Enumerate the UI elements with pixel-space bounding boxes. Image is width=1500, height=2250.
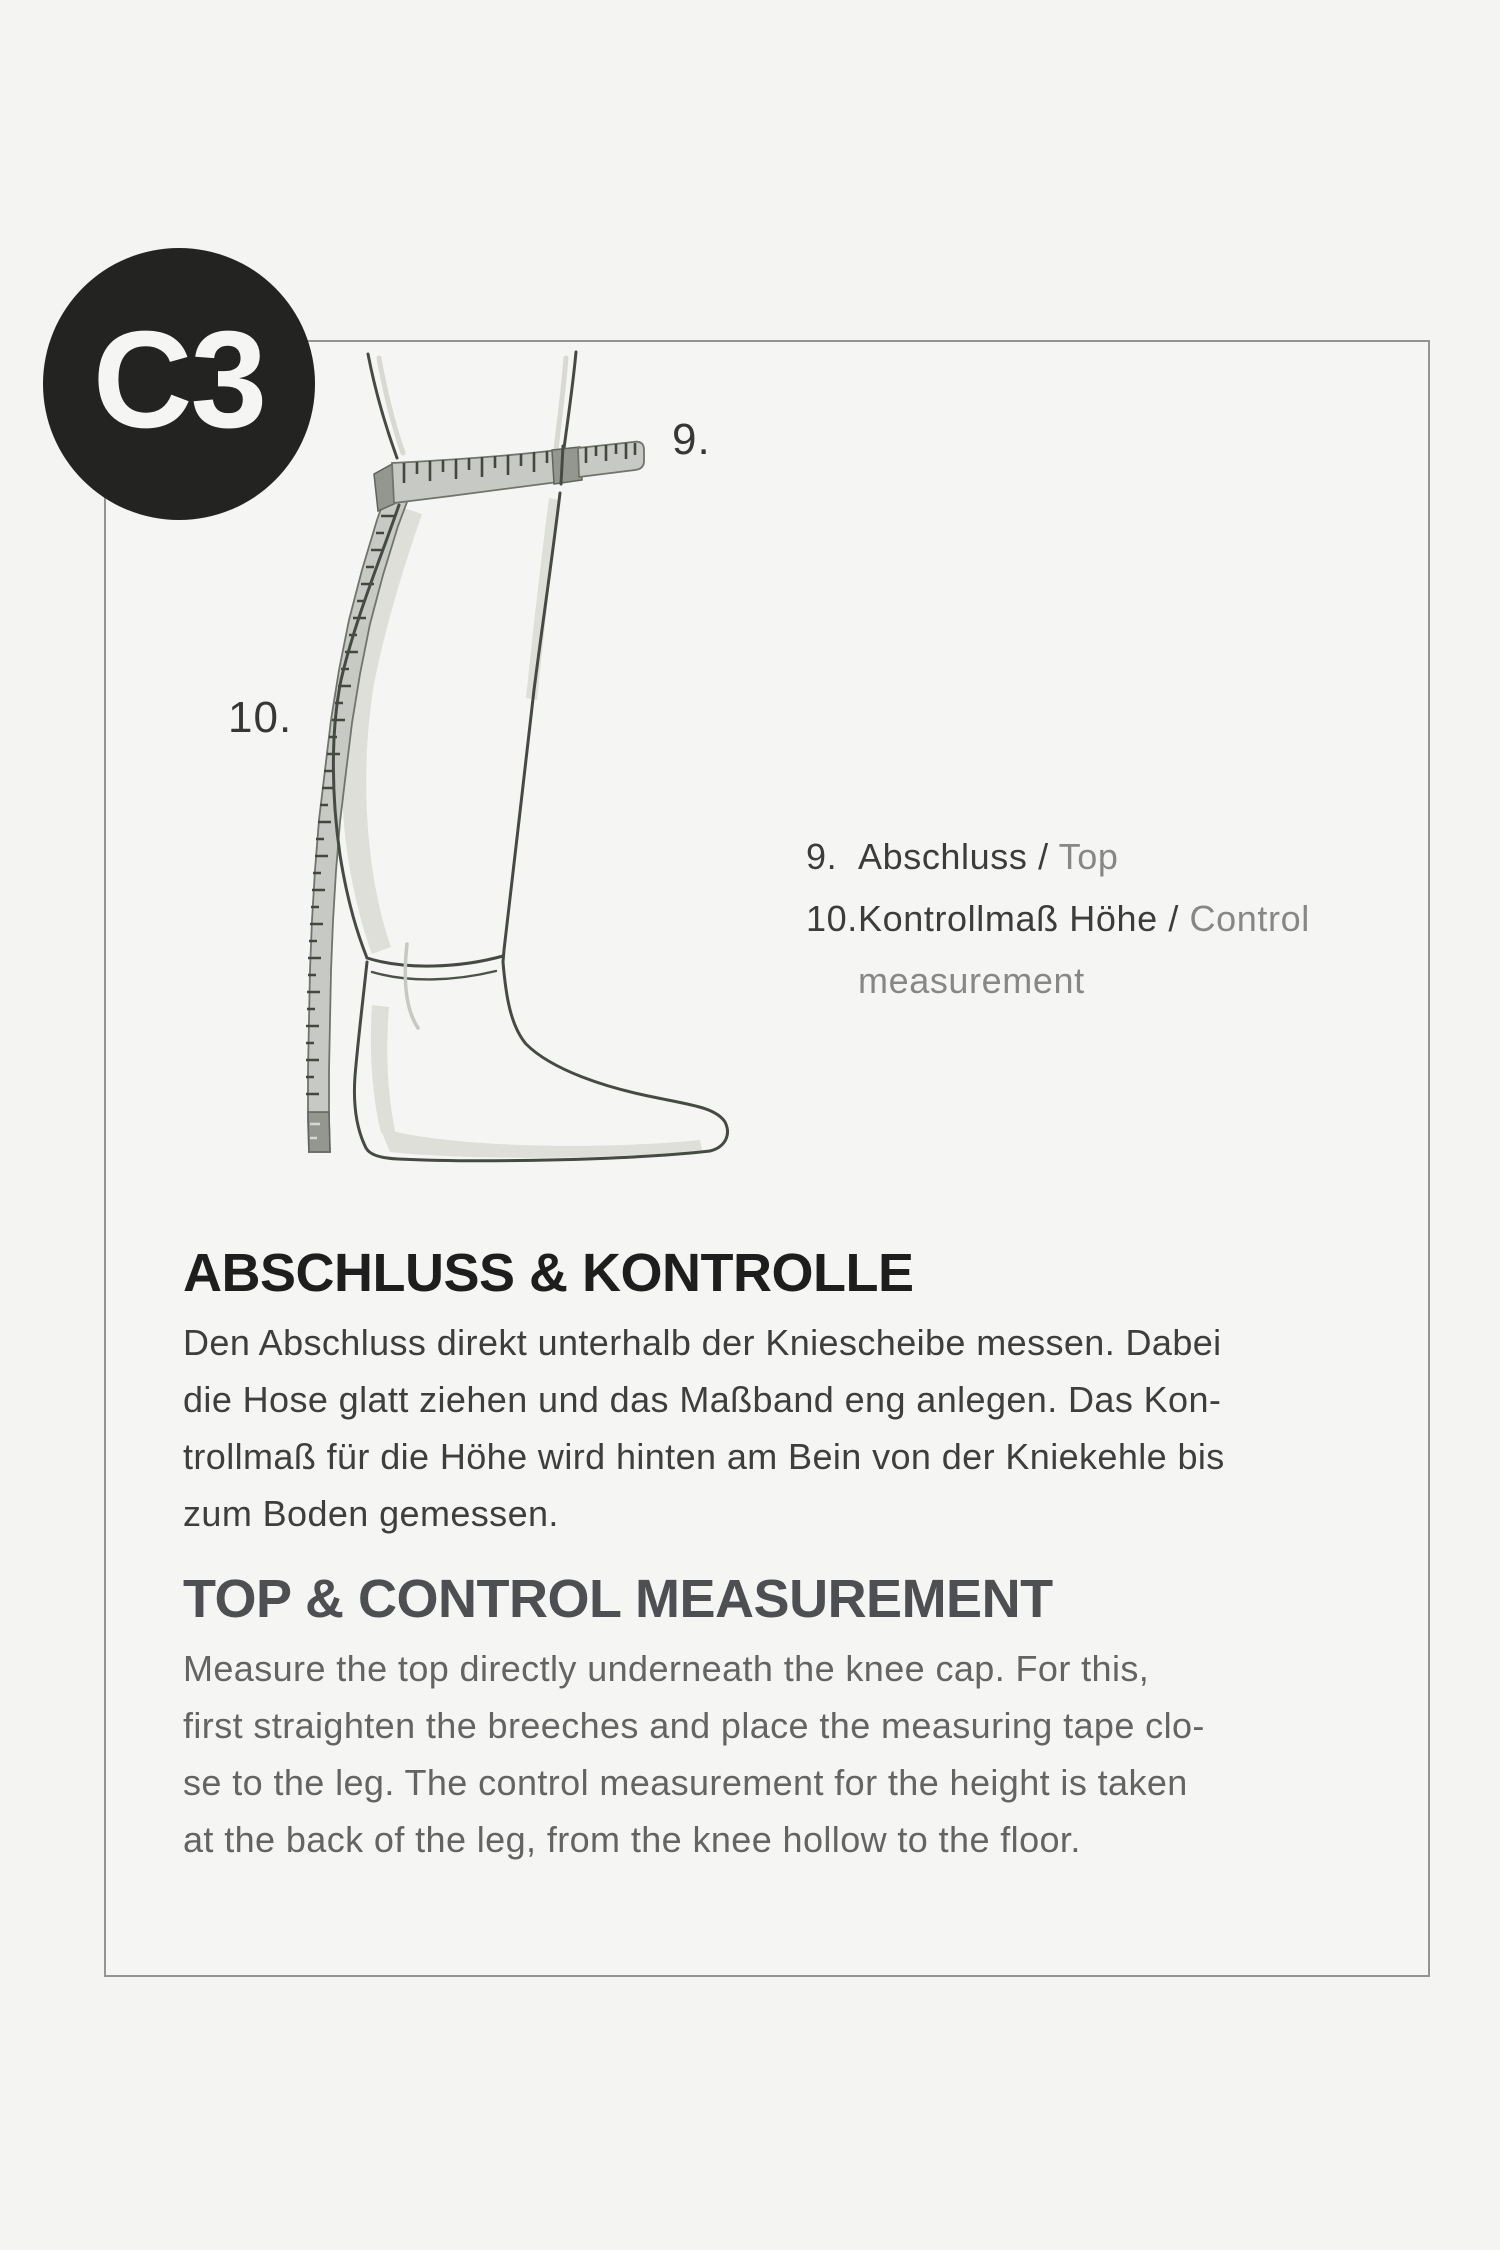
body-line: at the back of the leg, from the knee hollow to the floor. [183,1819,1081,1860]
legend-label-de: Abschluss / [858,836,1059,877]
section-heading-de: ABSCHLUSS & KONTROLLE [183,1243,914,1303]
heel-shading [371,1005,397,1140]
leg-illustration [104,340,804,1200]
calf-right-line [503,493,560,962]
calf-right-shading [526,498,559,700]
leg-shading [342,498,702,1158]
sock-crease [405,944,418,1028]
section-body-en [183,1640,1363,1868]
body-line: se to the leg. The control measurement for the height is taken [183,1762,1188,1803]
legend-label-en: measurement [858,960,1085,1001]
leg-line-over-tape [561,446,563,484]
section-heading-en: TOP & CONTROL MEASUREMENT [183,1569,1053,1629]
body-line: trollmaß für die Höhe wird hinten am Bein von der Kniekehle bis [183,1436,1225,1477]
sock-top-line [367,956,503,966]
sock-cuff-line [372,971,496,979]
body-line: first straighten the breeches and place the measuring tape clo- [183,1705,1205,1746]
legend-row [806,888,1366,950]
section-english [183,1569,1363,1868]
body-line: die Hose glatt ziehen und das Maßband eng anlegen. Das Kon- [183,1379,1222,1420]
figure-legend [806,826,1366,1012]
figure-label-10: 10. [228,693,293,742]
horizontal-tape [374,442,644,511]
body-line: zum Boden gemessen. [183,1493,559,1534]
figure-label-9: 9. [672,415,711,464]
horizontal-tape-band [392,449,566,503]
vertical-tape-end [308,1112,330,1152]
legend-label-en: Control [1189,898,1310,939]
sole-shading [380,1128,702,1158]
legend-number: 10. [806,898,858,939]
legend-row [806,826,1366,888]
legend-number: 9. [806,836,838,877]
legend-label-de: Kontrollmaß Höhe / [858,898,1190,939]
legend-row [806,950,1366,1012]
foot-outline [354,962,727,1161]
legend-label-en: Top [1058,836,1119,877]
body-line: Den Abschluss direkt unterhalb der Kniescheibe messen. Dabei [183,1322,1222,1363]
section-body-de [183,1314,1363,1542]
step-badge-label: C3 [92,303,266,457]
section-german [183,1243,1363,1542]
body-line: Measure the top directly underneath the knee cap. For this, [183,1648,1150,1689]
